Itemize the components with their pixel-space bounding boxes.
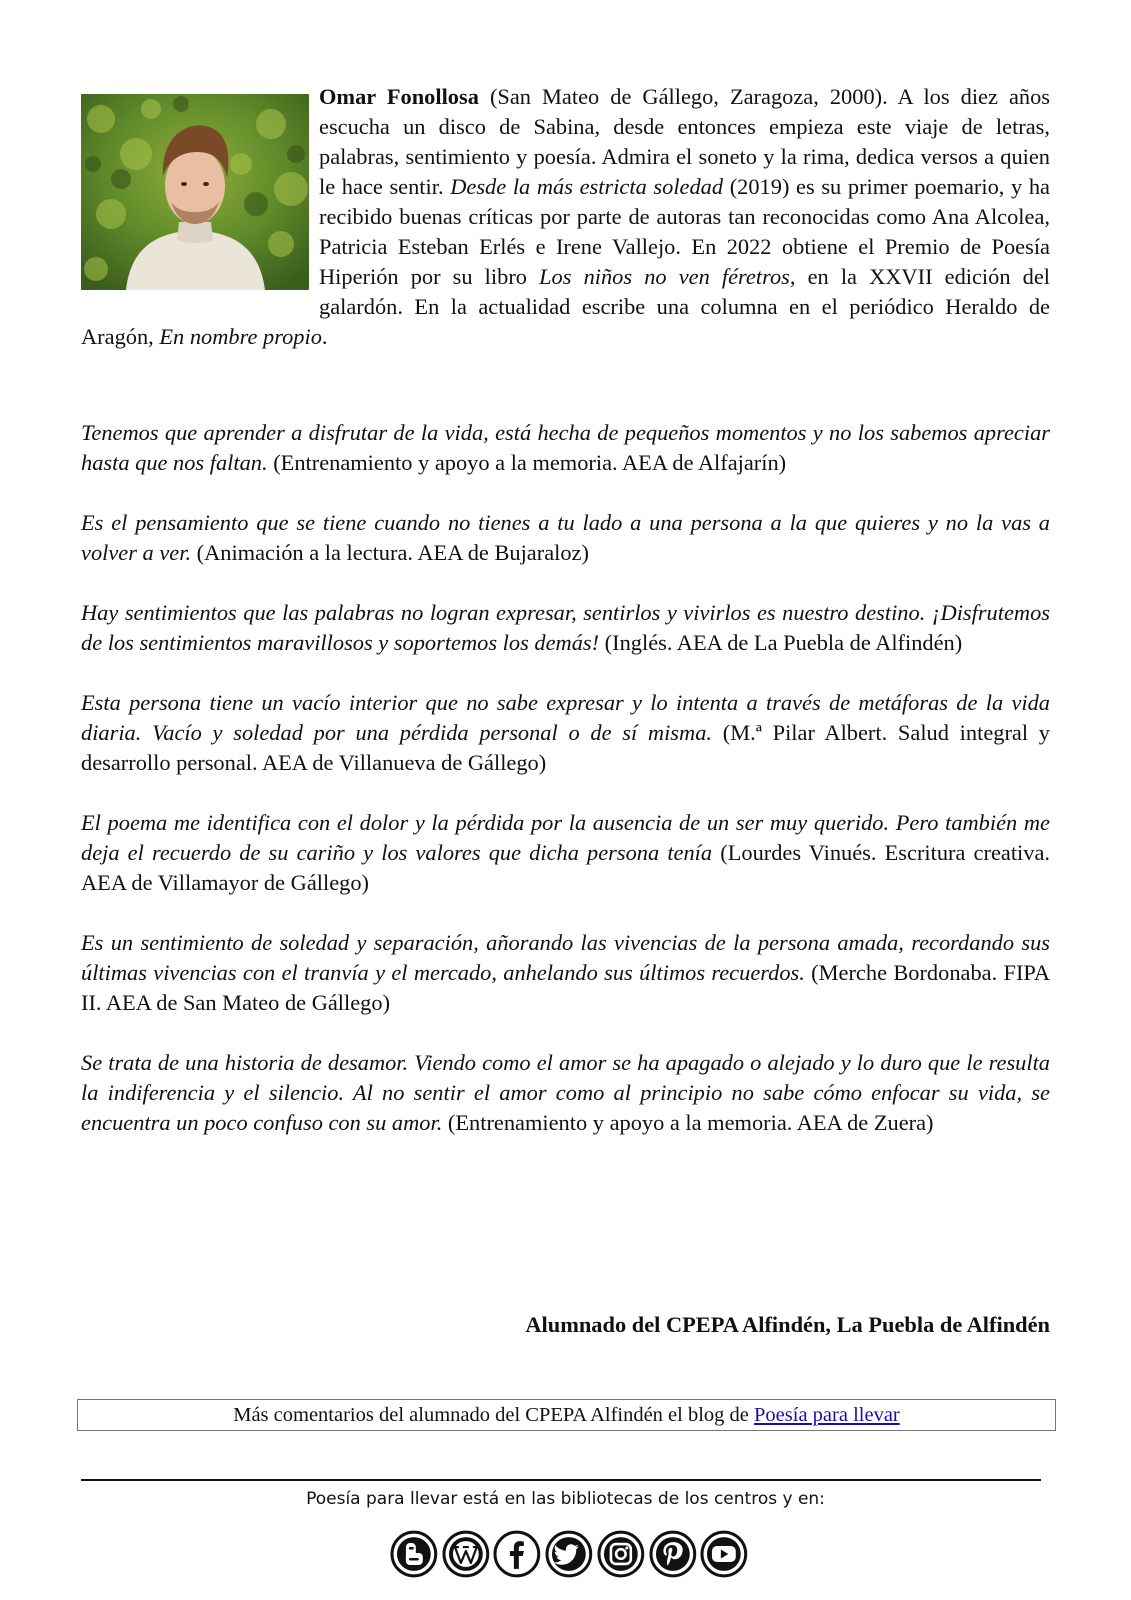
book-title: Desde la más estricta soledad bbox=[450, 174, 724, 199]
social-icons bbox=[389, 1529, 749, 1579]
bio-text: (San Mateo de Gállego, Zaragoza, 2000). A los diez años escucha un disco de Sabina, desde entonces empieza este viaje de letras, palabras, sentimiento y poesía. Admira el soneto y la rima, dedica versos a quien le hace sentir. bbox=[319, 84, 1050, 199]
comment-item bbox=[81, 508, 1050, 568]
author-bio bbox=[81, 82, 1050, 352]
comment-item bbox=[81, 928, 1050, 1018]
author-name: Omar Fonollosa bbox=[319, 84, 479, 109]
more-comments-box bbox=[77, 1399, 1056, 1431]
student-comments bbox=[81, 418, 1050, 1168]
comment-source: (Entrenamiento y apoyo a la memoria. AEA de Zuera) bbox=[442, 1110, 934, 1135]
twitter-icon[interactable] bbox=[544, 1529, 594, 1579]
blogger-icon[interactable] bbox=[389, 1529, 439, 1579]
comment-source: (Inglés. AEA de La Puebla de Alfindén) bbox=[599, 630, 963, 655]
column-title: En nombre propio bbox=[159, 324, 322, 349]
author-photo bbox=[81, 94, 309, 290]
comment-item bbox=[81, 598, 1050, 658]
comment-source: (Entrenamiento y apoyo a la memoria. AEA de Alfajarín) bbox=[267, 450, 787, 475]
pinterest-icon[interactable] bbox=[648, 1529, 698, 1579]
comment-quote: Se trata de una historia de desamor. Viendo como el amor se ha apagado o alejado y lo duro que le resulta la indiferencia y el silencio. Al no sentir el amor como al principio no sabe cómo enfocar su vida, se encuentra un poco confuso con su amor. bbox=[81, 1050, 1050, 1135]
comment-quote: Es el pensamiento que se tiene cuando no tienes a tu lado a una persona a la que quieres y no la vas a volver a ver. bbox=[81, 510, 1050, 565]
comment-source: (M.ª Pilar Albert. Salud integral y desarrollo personal. AEA de Villanueva de Gállego) bbox=[81, 720, 1050, 775]
comment-source: (Lourdes Vinués. Escritura creativa. AEA de Villamayor de Gállego) bbox=[81, 840, 1051, 895]
blog-link[interactable]: Poesía para llevar bbox=[754, 1404, 900, 1426]
youtube-icon[interactable] bbox=[699, 1529, 749, 1579]
signature: Alumnado del CPEPA Alfindén, La Puebla de Alfindén bbox=[525, 1312, 1050, 1337]
bio-text: (2019) es su primer poemario, y ha recibido buenas críticas por parte de autoras tan reconocidas como Ana Alcolea, Patricia Esteban Erlés e Irene Vallejo. En 2022 obtiene el Premio de Poesía Hiperión por su libro bbox=[319, 174, 1050, 289]
comment-source: (Animación a la lectura. AEA de Bujaraloz) bbox=[191, 540, 589, 565]
comment-item bbox=[81, 418, 1050, 478]
more-comments-text: Más comentarios del alumnado del CPEPA Alfindén el blog de bbox=[233, 1404, 755, 1426]
comment-quote: Tenemos que aprender a disfrutar de la vida, está hecha de pequeños momentos y no los sabemos apreciar hasta que nos faltan. bbox=[81, 420, 1050, 475]
comment-item bbox=[81, 688, 1050, 778]
comment-item bbox=[81, 1048, 1050, 1138]
bio-text: . bbox=[321, 324, 328, 349]
book-title: Los niños no ven féretros bbox=[539, 264, 790, 289]
comment-quote: Hay sentimientos que las palabras no logran expresar, sentirlos y vivirlos es nuestro destino. ¡Disfrutemos de los sentimientos maravillosos y soportemos los demás! bbox=[81, 600, 1050, 655]
footer-divider bbox=[81, 1479, 1041, 1481]
comment-quote: Es un sentimiento de soledad y separación, añorando las vivencias de la persona amada, recordando sus últimas vivencias con el tranvía y el mercado, anhelando sus últimos recuerdos. bbox=[81, 930, 1050, 985]
footer-text: Poesía para llevar está en las bibliotecas de los centros y en: bbox=[306, 1489, 825, 1509]
comment-quote: El poema me identifica con el dolor y la pérdida por la ausencia de un ser muy querido. Pero también me deja el recuerdo de su cariño y los valores que dicha persona tenía bbox=[81, 810, 1050, 865]
wordpress-icon[interactable] bbox=[441, 1529, 491, 1579]
comment-item bbox=[81, 808, 1050, 898]
bio-text: , en la XXVII edición del galardón. En la actualidad escribe una columna en el periódico Heraldo de Aragón, bbox=[81, 264, 1050, 349]
comment-source: (Merche Bordonaba. FIPA II. AEA de San Mateo de Gállego) bbox=[81, 960, 1050, 1015]
comment-quote: Esta persona tiene un vacío interior que no sabe expresar y lo intenta a través de metáforas de la vida diaria. Vacío y soledad por una pérdida personal o de sí misma. bbox=[81, 690, 1050, 745]
facebook-icon[interactable] bbox=[492, 1529, 542, 1579]
instagram-icon[interactable] bbox=[596, 1529, 646, 1579]
